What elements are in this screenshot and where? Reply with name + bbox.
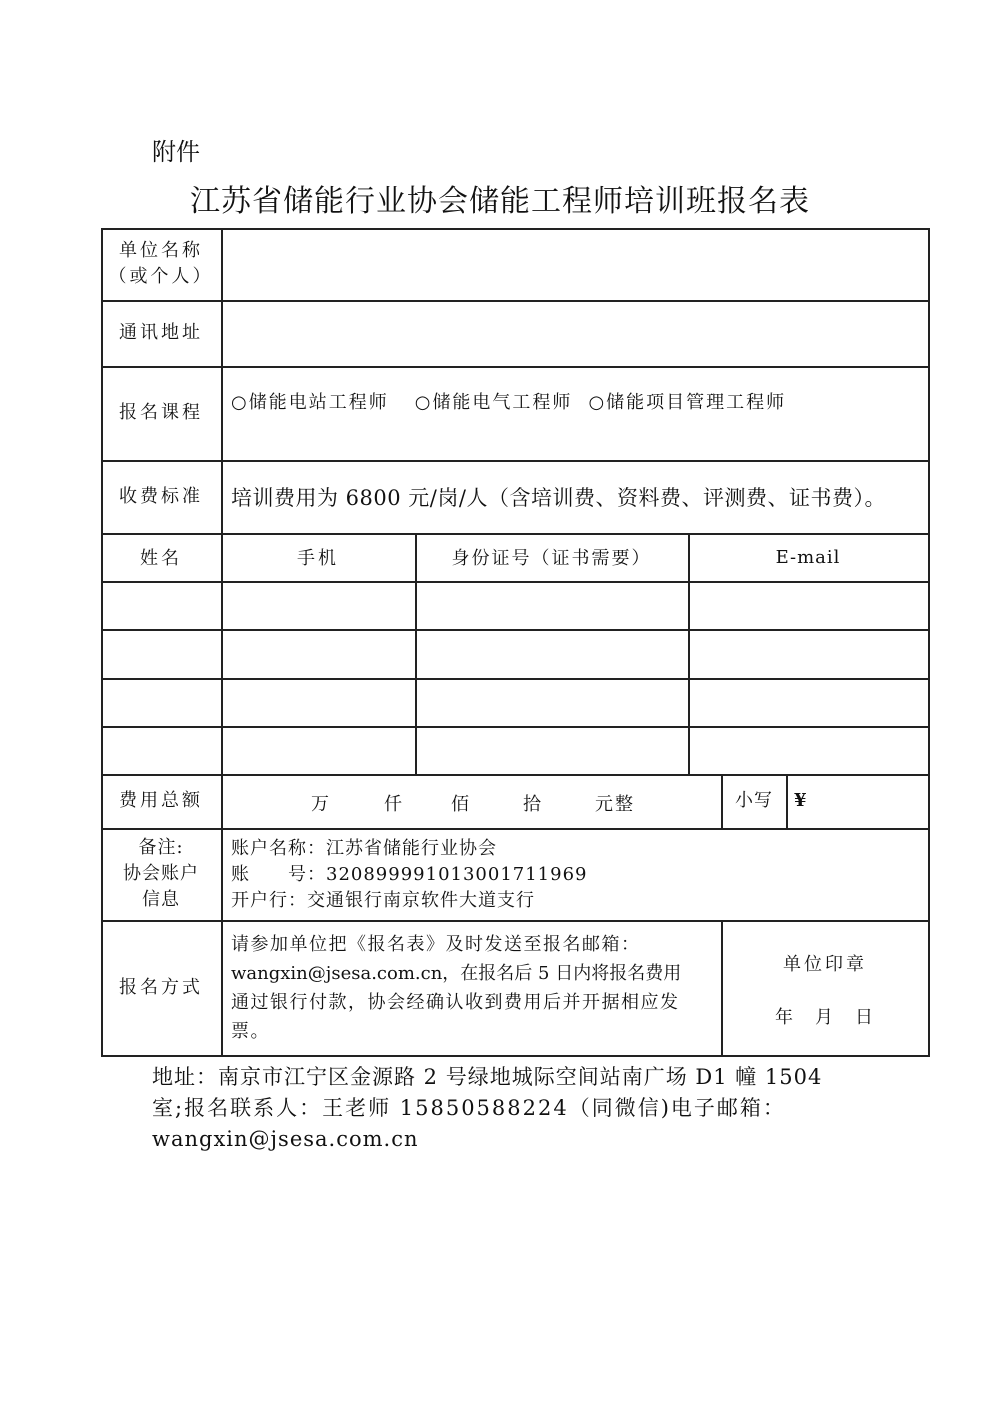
participant-phone-field[interactable] [223,680,414,725]
org-field[interactable] [223,230,927,299]
participant-name-field[interactable] [103,631,220,677]
participant-id-field[interactable] [417,680,687,725]
method-text [231,930,716,1046]
col-header-email: E-mail [775,546,841,568]
course-label: 报名课程 [119,402,203,423]
address-field[interactable] [223,302,927,365]
form-title: 江苏省储能行业协会储能工程师培训班报名表 [190,184,810,219]
border-line [101,828,930,830]
border-line [101,920,930,922]
seal-label: 单位印章 [783,954,867,975]
fee-text: 培训费用为 6800 元/岗/人（含培训费、资料费、评测费、证书费）。 [231,486,886,510]
small-amount-label: 小写 [735,790,773,811]
org-label-line1: 单位名称 [119,240,203,261]
date-label: 年 月 日 [775,1007,875,1028]
participant-id-field[interactable] [417,583,687,628]
contact-footer [152,1062,852,1155]
col-header-id: 身份证号（证书需要） [451,548,652,569]
col-header-name: 姓名 [140,548,182,569]
currency-symbol: ¥ [794,790,809,811]
participant-name-field[interactable] [103,728,220,773]
border-line [101,774,930,776]
participant-email-field[interactable] [690,583,927,628]
org-label-line2: （或个人） [108,266,214,287]
account-number-line: 账 号：32089999101300171196​9 [231,864,588,885]
method-text-line2: wangxin@jsesa.com.cn，在报名后 5 日内将报名费用 [231,963,682,984]
total-unit-wan: 万 [311,794,331,815]
footer-contact-line: 室;报名联系人：王老师 15850588224（同微信)电子邮箱： [152,1096,786,1120]
participant-phone-field[interactable] [223,728,414,773]
account-name-line: 账户名称：江苏省储能行业协会 [231,838,497,859]
border-line [101,1055,930,1057]
border-line [101,366,930,368]
total-unit-shi: 拾 [523,794,543,815]
participant-phone-field[interactable] [223,583,414,628]
col-header-phone: 手机 [297,548,339,569]
registration-form [101,228,930,1056]
account-label-line1: 备注: [138,837,184,858]
course-option-label: 储能项目管理工程师 [606,392,787,413]
method-text-line4: 票。 [231,1021,270,1042]
course-option-station[interactable]: ○储能电站工程师 [231,392,389,413]
method-text-line1: 请参加单位把《报名表》及时发送至报名邮箱： [231,934,641,955]
total-unit-yuan: 元整 [595,794,635,815]
course-option-label: 储能电气工程师 [432,392,573,413]
method-text-line3: 通过银行付款，协会经确认收到费用后并开据相应发 [231,992,680,1013]
border-line [101,460,930,462]
course-option-project[interactable]: ○储能项目管理工程师 [588,392,787,413]
course-option-label: 储能电站工程师 [248,392,389,413]
participant-email-field[interactable] [690,631,927,677]
account-info [231,836,921,914]
account-label-line2: 协会账户 [123,863,199,884]
account-bank-line: 开户行：交通银行南京软件大道支行 [231,890,535,911]
participant-name-field[interactable] [103,680,220,725]
participant-email-field[interactable] [690,680,927,725]
org-label [101,228,221,300]
border-line [721,920,723,1055]
total-label: 费用总额 [119,790,203,811]
participant-phone-field[interactable] [223,631,414,677]
border-line [786,774,788,828]
course-option-electrical[interactable]: ○储能电气工程师 [414,392,573,413]
account-label [101,828,221,920]
annex-label: 附件 [152,138,200,166]
fee-label: 收费标准 [119,485,203,507]
participant-email-field[interactable] [690,728,927,773]
footer-email-line: wangxin@jsesa.com.cn [152,1127,419,1151]
address-label: 通讯地址 [119,322,203,343]
course-options [231,388,921,416]
method-label: 报名方式 [119,976,203,998]
total-unit-qian: 仟 [384,794,404,815]
border-line [928,228,930,1056]
participant-name-field[interactable] [103,583,220,628]
footer-address-line: 地址：南京市江宁区金源路 2 号绿地城际空间站南广场 D1 幢 1504 [152,1065,823,1089]
participant-id-field[interactable] [417,631,687,677]
total-unit-bai: 佰 [451,794,471,815]
participant-id-field[interactable] [417,728,687,773]
account-label-line3: 信息 [142,889,180,910]
